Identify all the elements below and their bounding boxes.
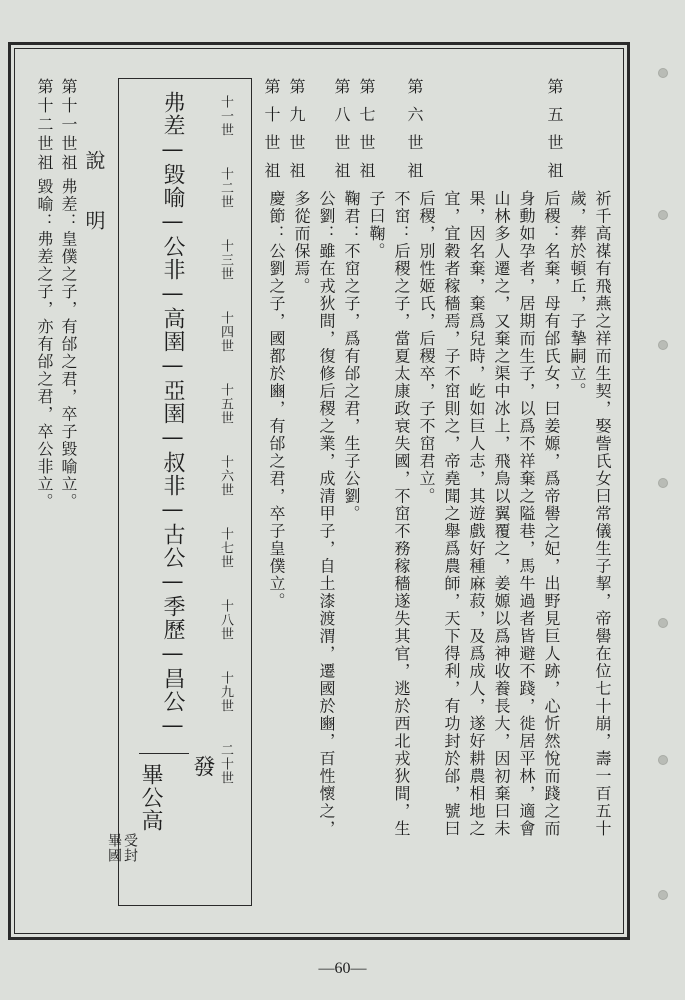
text-line: 鞠君：不窋之子，爲有邰之君，生子公劉。	[342, 190, 361, 523]
text-line: 歲，葬於頓丘，子摯嗣立。	[568, 190, 587, 400]
text-line: 子曰鞠。	[367, 190, 386, 260]
generation-number: 十一世	[218, 95, 233, 137]
text-line: 果，因名棄，棄爲兒時，屹如巨人志，其遊戲好種麻菽，及爲成人，遂好耕農相地之	[467, 190, 486, 838]
text-line: 慶節：公劉之子，國都於豳，有邰之君，卒子皇僕立。	[267, 190, 286, 610]
lineage-box	[106, 78, 252, 906]
text-line: 不窋：后稷之子，當夏太康政衰失國，不窋不務稼穡遂失其官，逃於西北戎狄間，生	[392, 190, 411, 838]
binding-hole-icon	[658, 890, 668, 900]
binding-hole-icon	[658, 618, 668, 628]
text-line: 多從而保焉。	[292, 190, 311, 295]
generation-label: 第八世祖	[332, 78, 351, 190]
text-line: 山林多人遷之，又棄之渠中冰上，飛鳥以翼覆之，姜嫄以爲神收養長大，因初棄曰未	[492, 190, 511, 838]
notes-title: 說明	[82, 150, 106, 270]
text-line: 后稷，別性姬氏，后稷卒，子不窋君立。	[417, 190, 436, 505]
lineage-branch-bigonggao: 畢公高	[138, 763, 163, 832]
generation-number: 十五世	[218, 383, 233, 425]
text-line: 宜，宜穀者稼穡焉，子不窋則之，帝堯聞之舉爲農師，天下得利，有功封於邰，號曰	[442, 190, 461, 838]
binding-hole-icon	[658, 68, 668, 78]
generation-label: 第六世祖	[405, 78, 424, 190]
generation-number: 十二世	[218, 167, 233, 209]
binding-hole-icon	[658, 210, 668, 220]
text-line: 后稷：名棄，母有邰氏女，曰姜嫄，爲帝嚳之妃，出野見巨人跡，心忻然悅而踐之而	[542, 190, 561, 838]
generation-number: 十七世	[218, 527, 233, 569]
notes-item-text: 弗差：皇僕之子，有邰之君，卒子毀喻立。	[59, 178, 78, 511]
notes-item-label: 第十二世祖	[35, 78, 54, 173]
notes-item-label: 第十一世祖	[59, 78, 78, 173]
generation-number: 十四世	[218, 311, 233, 353]
lineage-branch-line	[139, 753, 189, 754]
text-line: 身動如孕者，居期而生子，以爲不祥棄之隘巷，馬牛過者皆避不踐，徙居平林，適會	[517, 190, 536, 838]
generation-label: 第十世祖	[262, 78, 281, 190]
page-number: —60—	[318, 960, 367, 977]
lineage-branch-note: 受封	[122, 833, 138, 863]
generation-number: 十八世	[218, 599, 233, 641]
text-line: 祈千高禖有飛燕之祥而生契，娶訾氏女曰常儀生子挈，帝嚳在位七十崩，壽一百五十	[593, 190, 612, 838]
generation-number: 十三世	[218, 239, 233, 281]
generation-label: 第九世祖	[287, 78, 306, 190]
generation-number: 十九世	[218, 671, 233, 713]
generation-label: 第七世祖	[357, 78, 376, 190]
lineage-branch-note: 畢國	[106, 833, 122, 863]
binding-hole-icon	[658, 755, 668, 765]
generation-number: 二十世	[218, 743, 233, 785]
generation-number: 十六世	[218, 455, 233, 497]
binding-hole-icon	[658, 478, 668, 488]
notes-item-text: 毀喻：弗差之子，亦有邰之君，卒公非立。	[35, 178, 54, 511]
lineage-chain: 弗差—毀喻—公非—高圉—亞圉—叔非—古公—季歷—昌公—	[160, 91, 185, 739]
generation-label: 第五世祖	[545, 78, 564, 190]
binding-hole-icon	[658, 340, 668, 350]
lineage-branch-fa: 發	[190, 755, 215, 778]
text-line: 公劉：雖在戎狄間，復修后稷之業，成清甲子，自土漆渡渭，遷國於豳，百性懷之，	[317, 190, 336, 838]
